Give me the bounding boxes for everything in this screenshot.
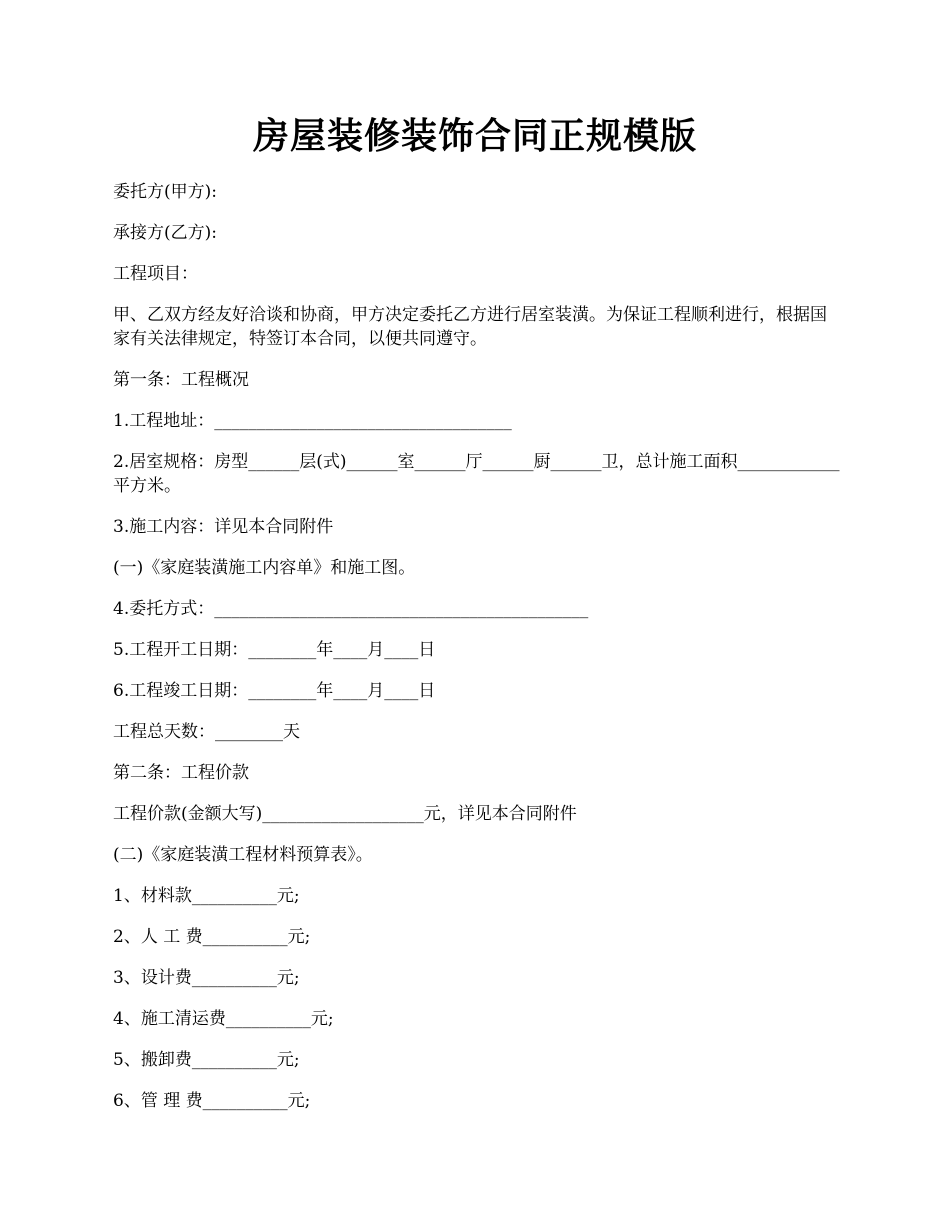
attachment-2-line: (二)《家庭装潢工程材料预算表》。 — [113, 845, 373, 865]
start-date-line: 5.工程开工日期：________年____月____日 — [113, 640, 436, 660]
design-fee-line: 3、设计费__________元; — [113, 968, 300, 988]
handling-fee-line: 5、搬卸费__________元; — [113, 1050, 300, 1070]
material-cost-line: 1、材料款__________元; — [113, 886, 300, 906]
document-body — [113, 180, 843, 1130]
document-title: 房屋装修装饰合同正规模版 — [252, 115, 697, 157]
total-days-line: 工程总天数：________天 — [113, 722, 300, 742]
party-b-line: 承接方(乙方): — [113, 223, 217, 243]
article-2-heading: 第二条：工程价款 — [113, 763, 249, 783]
preamble-paragraph: 甲、乙双方经友好洽谈和协商，甲方决定委托乙方进行居室装潢。为保证工程顺利进行，根据国家有关法律规定，特签订本合同，以便共同遵守。 — [113, 305, 827, 349]
room-spec-paragraph: 2.居室规格：房型______层(式)______室______厅______厨______卫，总计施工面积____________平方米。 — [113, 452, 840, 496]
project-price-line: 工程价款(金额大写)___________________元，详见本合同附件 — [113, 804, 577, 824]
cleanup-fee-line: 4、施工清运费__________元; — [113, 1009, 334, 1029]
construction-content-line: 3.施工内容：详见本合同附件 — [113, 517, 334, 537]
party-a-line: 委托方(甲方): — [113, 182, 217, 202]
labor-cost-line: 2、人 工 费__________元; — [113, 927, 311, 947]
project-address-line: 1.工程地址：___________________________________ — [113, 411, 512, 431]
attachment-1-line: (一)《家庭装潢施工内容单》和施工图。 — [113, 558, 416, 578]
project-line: 工程项目： — [113, 264, 198, 284]
commission-method-line: 4.委托方式：____________________________________________ — [113, 599, 589, 619]
article-1-heading: 第一条：工程概况 — [113, 370, 249, 390]
completion-date-line: 6.工程竣工日期：________年____月____日 — [113, 681, 436, 701]
management-fee-line: 6、管 理 费__________元; — [113, 1091, 311, 1111]
